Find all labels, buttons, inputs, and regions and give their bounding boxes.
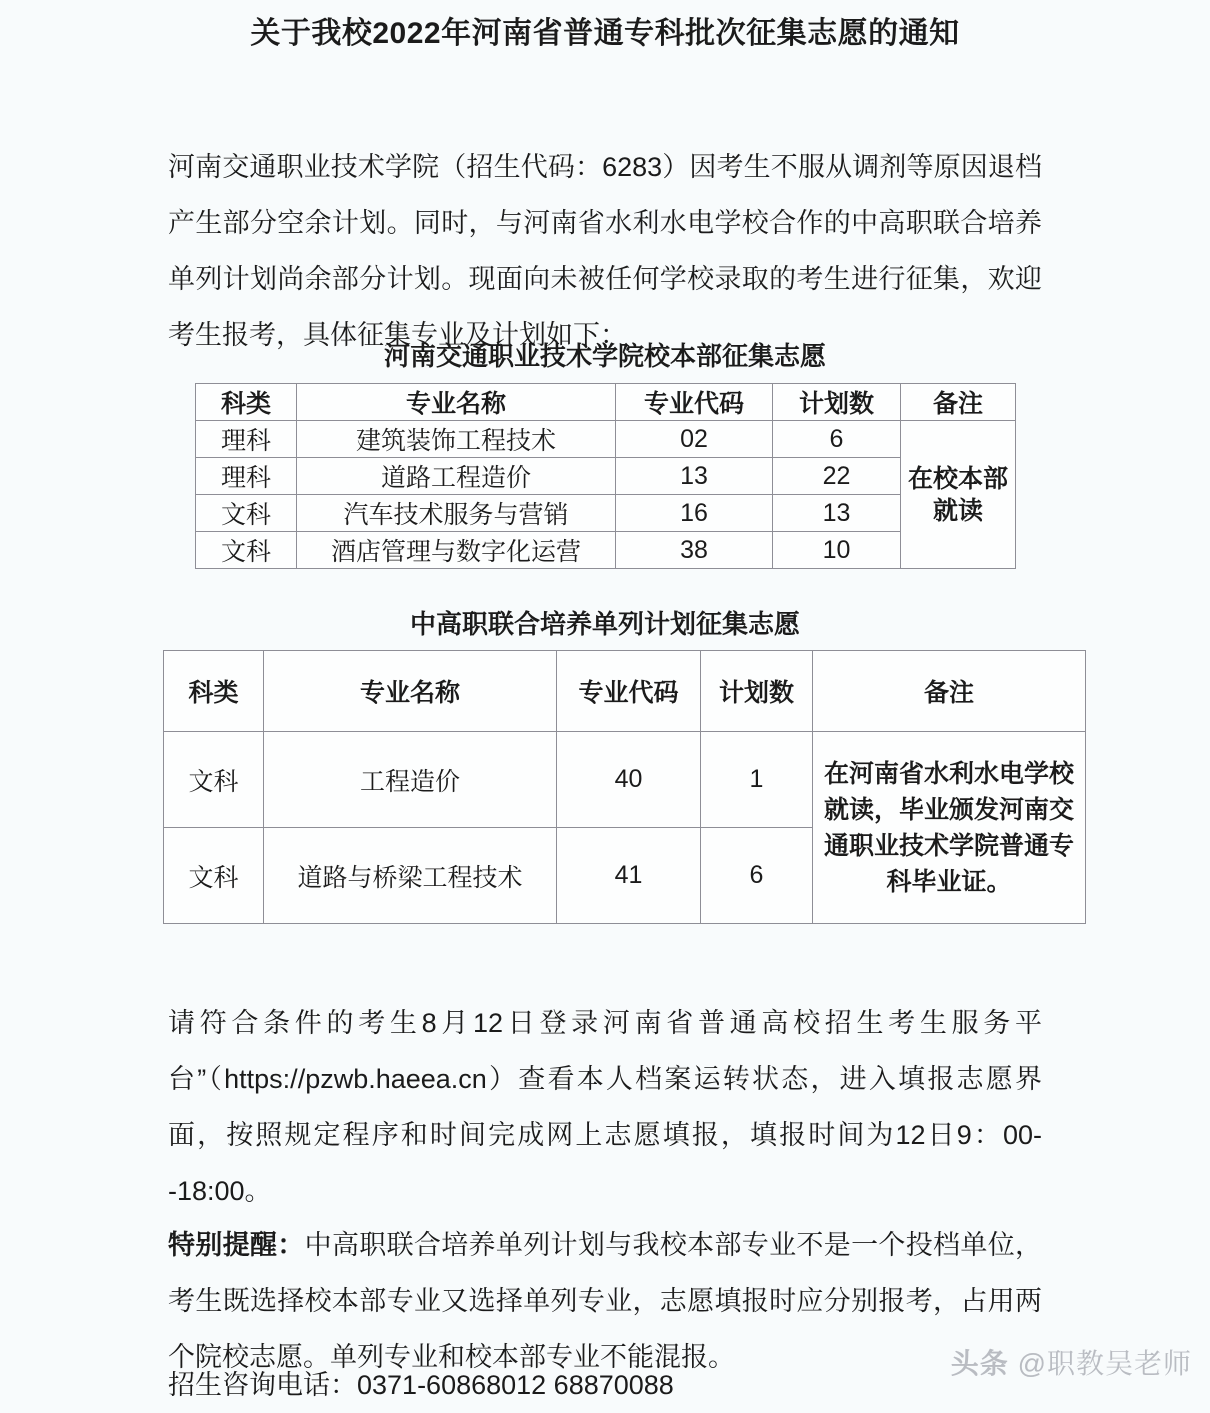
special-notice-body: 中高职联合培养单列计划与我校本部专业不是一个投档单位，考生既选择校本部专业又选择单列专业，志愿填报时应分别报考，占用两个院校志愿。单列专业和校本部专业不能混报。 [168,1230,1043,1372]
cell-code: 38 [616,532,773,569]
cell-subject: 文科 [196,532,297,569]
cell-major: 建筑装饰工程技术 [297,421,616,458]
table-row [196,458,1016,495]
cell-note: 在河南省水利水电学校就读，毕业颁发河南交通职业技术学院普通专科毕业证。 [813,732,1086,924]
col-header-major: 专业名称 [297,384,616,421]
cell-plan: 6 [773,421,901,458]
cell-major: 酒店管理与数字化运营 [297,532,616,569]
table-header-row [164,651,1086,732]
cell-subject: 理科 [196,421,297,458]
table-main-caption: 河南交通职业技术学院校本部征集志愿 [383,341,826,371]
cell-major: 道路与桥梁工程技术 [264,828,557,924]
table-row [196,532,1016,569]
table-joint-program-majors [163,650,1086,924]
special-notice-label: 特别提醒： [168,1230,305,1260]
col-header-plan: 计划数 [701,651,813,732]
col-header-subject: 科类 [196,384,297,421]
cell-subject: 理科 [196,458,297,495]
cell-plan: 13 [773,495,901,532]
watermark-handle: @职教吴老师 [1017,1348,1192,1379]
watermark-platform: 头条 [950,1348,1009,1379]
col-header-plan: 计划数 [773,384,901,421]
table-main-campus-majors [195,383,1016,569]
table-row [196,421,1016,458]
col-header-major: 专业名称 [264,651,557,732]
cell-major: 工程造价 [264,732,557,828]
table-header-row [196,384,1016,421]
cell-code: 13 [616,458,773,495]
table-row [196,495,1016,532]
cell-code: 02 [616,421,773,458]
page-title: 关于我校2022年河南省普通专科批次征集志愿的通知 [250,17,960,50]
cell-code: 41 [557,828,701,924]
cell-plan: 10 [773,532,901,569]
cell-plan: 22 [773,458,901,495]
col-header-note: 备注 [901,384,1016,421]
cell-subject: 文科 [196,495,297,532]
watermark [951,1342,1192,1382]
col-header-note: 备注 [813,651,1086,732]
paragraph-contact-phone: 招生咨询电话：0371-60868012 68870088 [168,1370,674,1400]
cell-subject: 文科 [164,732,264,828]
paragraph-intro: 河南交通职业技术学院（招生代码：6283）因考生不服从调剂等原因退档产生部分空余计划。同时，与河南省水利水电学校合作的中高职联合培养单列计划尚余部分计划。现面向未被任何学校录取的考生进行征集，欢迎考生报考，具体征集专业及计划如下： [168,152,1042,350]
col-header-code: 专业代码 [557,651,701,732]
cell-plan: 1 [701,732,813,828]
table-row [164,732,1086,828]
cell-subject: 文科 [164,828,264,924]
cell-major: 道路工程造价 [297,458,616,495]
cell-code: 40 [557,732,701,828]
col-header-code: 专业代码 [616,384,773,421]
paragraph-application-instructions: 请符合条件的考生8月12日登录河南省普通高校招生考生服务平台”（https://pzwb.haeea.cn）查看本人档案运转状态，进入填报志愿界面，按照规定程序和时间完成网上志愿填报，填报时间为12日9：00--18:00。 [168,1008,1042,1206]
col-header-subject: 科类 [164,651,264,732]
table-joint-caption: 中高职联合培养单列计划征集志愿 [409,609,800,639]
cell-plan: 6 [701,828,813,924]
cell-note: 在校本部就读 [901,421,1016,569]
cell-code: 16 [616,495,773,532]
cell-major: 汽车技术服务与营销 [297,495,616,532]
